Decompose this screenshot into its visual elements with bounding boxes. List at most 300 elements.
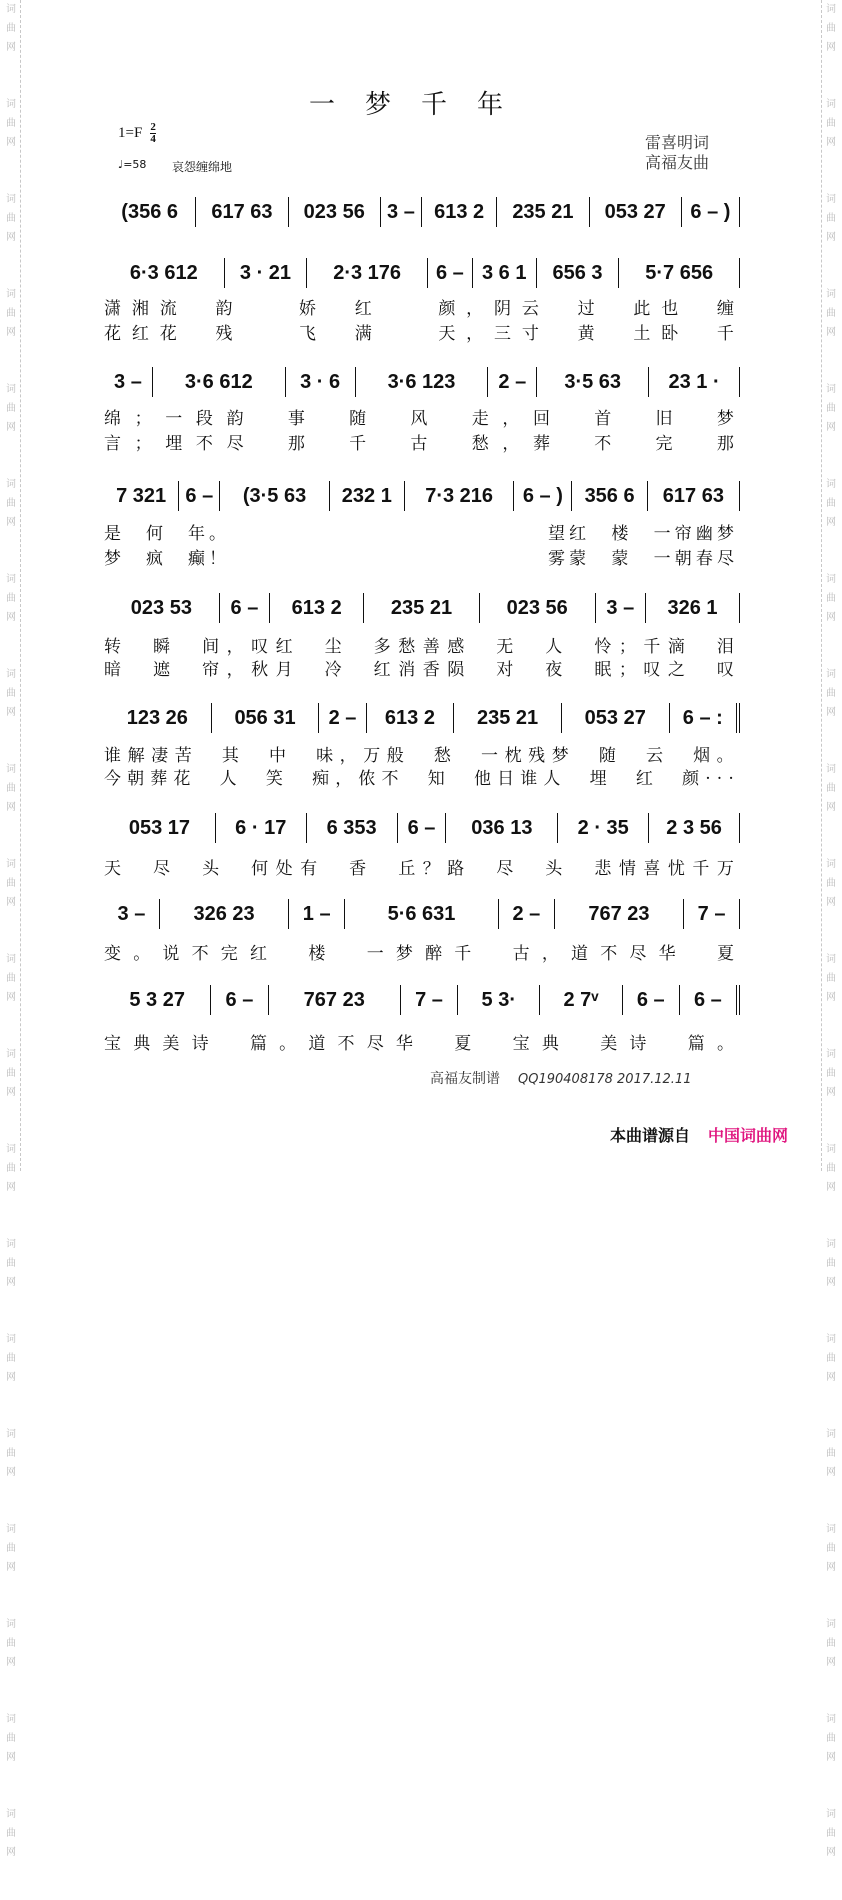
lyric-char: 花 xyxy=(104,324,121,344)
lyric-char: 烟 xyxy=(693,746,711,766)
watermark-char: 网 xyxy=(826,1752,836,1763)
lyric-char: 花 xyxy=(159,324,177,344)
watermark-char: 词 xyxy=(6,1144,16,1155)
watermark-char: 词 xyxy=(826,479,836,490)
measure: 5·7 656 xyxy=(619,258,740,288)
watermark-char: 曲 xyxy=(6,23,16,34)
lyric-char xyxy=(625,429,642,454)
watermark-char: 网 xyxy=(826,327,836,338)
lyric-char xyxy=(327,319,344,344)
lyric-char xyxy=(686,429,703,454)
watermark-char: 网 xyxy=(6,1372,16,1383)
lyric-char: 此 xyxy=(633,299,651,319)
measure: 6 – xyxy=(428,258,473,288)
lyric-char: 红 xyxy=(569,524,587,544)
lyric-char xyxy=(571,1029,588,1054)
expression-marking: 哀怨缠绵地 xyxy=(172,160,233,174)
lyric-char: 美 xyxy=(600,1034,618,1054)
measure: 2·3 176 xyxy=(307,258,428,288)
watermark-char: 曲 xyxy=(6,1068,16,1079)
lyric-char xyxy=(178,655,195,680)
watermark-char: 词 xyxy=(6,1714,16,1725)
lyric-char xyxy=(383,319,400,344)
lyric-char: 人 xyxy=(545,637,563,657)
measure: 235 21 xyxy=(454,703,562,733)
lyric-line xyxy=(104,632,734,657)
lyric-char xyxy=(178,854,195,879)
watermark-char: 网 xyxy=(6,1087,16,1098)
measure: 7 321 xyxy=(104,481,179,511)
watermark-char: 词 xyxy=(6,1429,16,1440)
lyric-char xyxy=(349,655,366,680)
watermark-char: 词 xyxy=(826,1524,836,1535)
watermark-char: 曲 xyxy=(826,308,836,319)
lyric-char: 变 xyxy=(104,944,121,964)
watermark-char: 词 xyxy=(826,1714,836,1725)
measure: 767 23 xyxy=(269,985,401,1015)
lyric-char: 古 xyxy=(512,944,530,964)
lyric-char: ， xyxy=(339,746,357,766)
measure: 235 21 xyxy=(497,197,589,227)
watermark-char: 词 xyxy=(6,764,16,775)
watermark-char: 词 xyxy=(6,1619,16,1630)
lyric-char: 娇 xyxy=(299,299,317,319)
lyric-char: 香 xyxy=(349,859,367,879)
lyric-char: 美 xyxy=(162,1034,180,1054)
lyric-char: 葬 xyxy=(150,769,168,789)
lyric-char: 解 xyxy=(127,746,145,766)
lyric-char xyxy=(670,741,687,766)
lyric-char xyxy=(570,655,587,680)
watermark-char: 词 xyxy=(6,1524,16,1535)
lyric-char: 梦 xyxy=(717,524,734,544)
lyric-line xyxy=(104,319,734,344)
lyric-char: 不 xyxy=(381,769,399,789)
lyric-char: 。 xyxy=(716,1034,734,1054)
measure: 3·6 612 xyxy=(153,367,286,397)
lyric-char: 随 xyxy=(598,746,616,766)
lyric-char: 梦 xyxy=(395,944,413,964)
measure: 1 – xyxy=(289,899,345,929)
watermark-char: 曲 xyxy=(6,1448,16,1459)
lyric-char: 随 xyxy=(349,409,367,429)
lyric-char: 不 xyxy=(337,1034,355,1054)
lyric-char: 味 xyxy=(316,746,334,766)
lyric-char: 完 xyxy=(655,434,673,454)
measure: 6 · 17 xyxy=(216,813,307,843)
lyric-char xyxy=(271,319,288,344)
lyric-char: 残 xyxy=(215,324,233,344)
lyric-char: 雾 xyxy=(548,549,565,569)
watermark-char: 曲 xyxy=(826,1353,836,1364)
lyric-char: 千 xyxy=(349,434,367,454)
lyric-char xyxy=(227,854,244,879)
watermark-char: 网 xyxy=(6,137,16,148)
lyric-char xyxy=(550,319,567,344)
watermark-char: 曲 xyxy=(6,118,16,129)
lyric-char: 头 xyxy=(545,859,563,879)
contact-date: QQ190408178 2017.12.11 xyxy=(518,1072,692,1087)
measure: 053 17 xyxy=(104,813,216,843)
watermark-char: 词 xyxy=(826,954,836,965)
watermark-char: 网 xyxy=(826,232,836,243)
lyric-char: ， xyxy=(335,769,353,789)
song-title: 一梦千年 xyxy=(308,90,533,120)
lyric-char xyxy=(686,404,703,429)
lyric-char xyxy=(300,632,317,657)
watermark-char: 曲 xyxy=(826,973,836,984)
watermark-char: 词 xyxy=(826,289,836,300)
lyric-char: 何 xyxy=(251,859,269,879)
lyric-char: . xyxy=(705,764,711,784)
watermark-char: 词 xyxy=(6,384,16,395)
lyric-line: 是 何 年。 xyxy=(104,524,230,544)
tempo-marking: ♩=58 xyxy=(118,158,147,171)
watermark-char: 网 xyxy=(826,1562,836,1573)
lyric-char xyxy=(567,764,584,789)
measure: 7·3 216 xyxy=(405,481,514,511)
lyric-char: 痴 xyxy=(312,769,330,789)
lyric-char xyxy=(188,319,205,344)
lyric-char: 万 xyxy=(716,859,734,879)
lyric-char: 花 xyxy=(173,769,191,789)
measure: 3·6 123 xyxy=(356,367,489,397)
lyric-char xyxy=(472,655,489,680)
watermark-char: 曲 xyxy=(6,1353,16,1364)
lyric-char: 愁 xyxy=(398,637,416,657)
lyric-char xyxy=(425,1029,442,1054)
watermark-char: 网 xyxy=(826,1467,836,1478)
lyric-char: 红 xyxy=(275,637,293,657)
lyric-char: ， xyxy=(502,434,520,454)
lyric-char xyxy=(564,429,581,454)
lyric-char: 转 xyxy=(104,637,121,657)
lyric-char: 千 xyxy=(454,944,472,964)
lyric-char: 悲 xyxy=(594,859,612,879)
watermark-char: 网 xyxy=(6,992,16,1003)
lyric-char xyxy=(613,764,630,789)
lyric-char xyxy=(380,429,397,454)
watermark-char: 网 xyxy=(826,1657,836,1668)
lyric-char xyxy=(472,632,489,657)
lyric-char: 秋 xyxy=(251,660,269,680)
watermark-char: 网 xyxy=(6,897,16,908)
watermark-char: 网 xyxy=(6,1847,16,1858)
lyric-char: ； xyxy=(134,434,152,454)
lyric-char xyxy=(327,294,344,319)
watermark-char: 曲 xyxy=(826,1448,836,1459)
lyric-char: 幽 xyxy=(695,524,713,544)
lyric-char: 黄 xyxy=(577,324,595,344)
lyric-char: 路 xyxy=(447,859,465,879)
lyric-char: 千 xyxy=(692,859,710,879)
lyric-char: 一 xyxy=(481,746,498,766)
lyric-char: 诗 xyxy=(191,1034,209,1054)
measure: 613 2 xyxy=(422,197,497,227)
lyric-char: 华 xyxy=(658,944,676,964)
lyric-char xyxy=(129,632,146,657)
lyric-char: 红 xyxy=(354,299,372,319)
lyric-char: 谁 xyxy=(104,746,121,766)
watermark-char: 曲 xyxy=(826,1543,836,1554)
measure: 6 – xyxy=(623,985,680,1015)
measure: 056 31 xyxy=(212,703,320,733)
lyric-char xyxy=(590,544,607,569)
lyric-char xyxy=(633,519,650,544)
lyric-char: 云 xyxy=(645,746,663,766)
lyric-char: 千 xyxy=(643,637,661,657)
lyric-char: 残 xyxy=(528,746,546,766)
watermark-char: 曲 xyxy=(6,1733,16,1744)
lyric-char xyxy=(257,404,274,429)
lyric-char: 陨 xyxy=(447,660,465,680)
measure: 053 27 xyxy=(590,197,682,227)
lyric-char xyxy=(279,939,296,964)
lyric-char: 红 xyxy=(635,769,653,789)
watermark-char: 词 xyxy=(826,669,836,680)
lyric-char: 一 xyxy=(653,549,671,569)
lyric-char: 泪 xyxy=(716,637,734,657)
measure: 5·6 631 xyxy=(345,899,499,929)
lyric-char: 道 xyxy=(571,944,588,964)
measure: 235 21 xyxy=(364,593,480,623)
watermark-char: 词 xyxy=(6,479,16,490)
lyric-char: 尽 xyxy=(496,859,514,879)
lyric-char: 多 xyxy=(373,637,391,657)
lyric-char: 寸 xyxy=(521,324,539,344)
measure: 6 – ) xyxy=(682,197,740,227)
watermark-char: 网 xyxy=(6,1752,16,1763)
measure: 656 3 xyxy=(537,258,620,288)
measure: 767 23 xyxy=(555,899,684,929)
watermark-char: 网 xyxy=(6,232,16,243)
watermark-char: 曲 xyxy=(826,593,836,604)
watermark-char: 曲 xyxy=(6,1163,16,1174)
lyric-char: 人 xyxy=(219,769,237,789)
lyric-line xyxy=(548,519,734,544)
lyric-char: 段 xyxy=(195,409,213,429)
lyric-char: 说 xyxy=(162,944,180,964)
lyric-char xyxy=(590,519,607,544)
lyric-char: 篇 xyxy=(687,1034,705,1054)
lyric-char: 华 xyxy=(395,1034,413,1054)
watermark-char: 词 xyxy=(826,1429,836,1440)
source-note xyxy=(610,1123,788,1146)
watermark-char: 曲 xyxy=(826,878,836,889)
lyric-char xyxy=(300,655,317,680)
lyric-char: 潇 xyxy=(104,299,121,319)
lyric-char xyxy=(243,764,260,789)
watermark-char: 网 xyxy=(6,327,16,338)
lyric-char xyxy=(521,854,538,879)
measure: (3·5 63 xyxy=(220,481,329,511)
watermark-char: 曲 xyxy=(826,783,836,794)
lyric-line xyxy=(104,655,734,680)
composer: 高福友曲 xyxy=(645,153,710,172)
lyric-char: 回 xyxy=(532,409,550,429)
watermark-char: 网 xyxy=(826,422,836,433)
lyric-char: ， xyxy=(466,324,484,344)
measure: 7 – xyxy=(684,899,740,929)
watermark-char: 曲 xyxy=(6,308,16,319)
measure: 617 63 xyxy=(648,481,740,511)
lyric-char xyxy=(550,294,567,319)
lyric-char: 帘 xyxy=(674,524,692,544)
lyric-char xyxy=(689,319,706,344)
lyric-char: 梦 xyxy=(551,746,569,766)
measure: 613 2 xyxy=(270,593,364,623)
score-line xyxy=(104,197,740,227)
measure: 2 3 56 xyxy=(649,813,740,843)
watermark-char: 词 xyxy=(826,574,836,585)
watermark-left xyxy=(2,0,21,1858)
watermark-char: 网 xyxy=(826,1182,836,1193)
lyric-char: ； xyxy=(618,660,636,680)
lyric-char: 丘 xyxy=(398,859,416,879)
lyric-char: 朝 xyxy=(127,769,145,789)
lyric-char xyxy=(380,404,397,429)
watermark-char: 网 xyxy=(826,1087,836,1098)
lyric-char xyxy=(521,632,538,657)
watermark-char: 网 xyxy=(826,992,836,1003)
measure: 123 26 xyxy=(104,703,212,733)
lyric-char: 篇 xyxy=(249,1034,267,1054)
lyric-char: 处 xyxy=(275,859,293,879)
lyric-line xyxy=(104,854,734,879)
lyric-char: 怜 xyxy=(594,637,612,657)
lyric-char xyxy=(457,741,474,766)
lyric-char: 红 xyxy=(249,944,267,964)
watermark-char: 曲 xyxy=(826,403,836,414)
lyric-char: 朝 xyxy=(674,549,692,569)
measure: 356 6 xyxy=(572,481,647,511)
watermark-char: 网 xyxy=(826,1847,836,1858)
watermark-char: 词 xyxy=(6,1334,16,1345)
measure: 6·3 612 xyxy=(104,258,225,288)
lyric-char: 香 xyxy=(422,660,440,680)
lyric-char xyxy=(659,764,676,789)
lyric-char: 春 xyxy=(695,549,713,569)
time-numerator: 2 xyxy=(150,121,156,133)
lyric-char: 韵 xyxy=(215,299,233,319)
lyric-char xyxy=(625,404,642,429)
source-label: 本曲谱源自 xyxy=(610,1126,691,1145)
measure: 7 – xyxy=(401,985,458,1015)
lyric-char xyxy=(129,854,146,879)
score-line xyxy=(104,813,740,843)
score-line xyxy=(104,481,740,511)
lyric-char: 一 xyxy=(165,409,183,429)
lyric-char: 之 xyxy=(667,660,685,680)
lyric-char: 叹 xyxy=(251,637,269,657)
watermark-char: 网 xyxy=(6,1562,16,1573)
watermark-char: 曲 xyxy=(826,1068,836,1079)
lyric-char: 埋 xyxy=(165,434,183,454)
watermark-char: 曲 xyxy=(826,1828,836,1839)
lyric-char: 望 xyxy=(548,524,565,544)
lyric-char: 古 xyxy=(410,434,428,454)
lyric-char xyxy=(605,319,622,344)
watermark-char: 曲 xyxy=(826,213,836,224)
measure: 326 23 xyxy=(160,899,289,929)
lyric-char xyxy=(374,854,391,879)
time-denominator: 4 xyxy=(150,133,156,145)
lyric-char xyxy=(383,294,400,319)
credits xyxy=(645,133,709,173)
lyric-char: 绵 xyxy=(104,409,121,429)
lyric-char: 不 xyxy=(191,944,209,964)
lyric-char: 夜 xyxy=(545,660,563,680)
watermark-char: 词 xyxy=(6,1809,16,1820)
source-site: 中国词曲网 xyxy=(708,1126,789,1145)
lyric-char: 典 xyxy=(541,1034,559,1054)
measure: 2 7ᵛ xyxy=(540,985,622,1015)
lyric-char: 尽 xyxy=(153,859,171,879)
measure: 617 63 xyxy=(196,197,288,227)
watermark-char: 曲 xyxy=(6,1828,16,1839)
lyric-char: 完 xyxy=(220,944,238,964)
lyric-char: 尽 xyxy=(226,434,244,454)
watermark-char: 曲 xyxy=(6,593,16,604)
measure: 3 · 21 xyxy=(225,258,308,288)
score-line xyxy=(104,899,740,929)
lyric-char: . xyxy=(728,764,734,784)
lyric-char xyxy=(349,632,366,657)
lyric-char xyxy=(570,854,587,879)
lyric-char: 天 xyxy=(438,324,456,344)
lyric-char: 暗 xyxy=(104,660,121,680)
lyric-char: 万 xyxy=(363,746,381,766)
watermark-char: 网 xyxy=(826,517,836,528)
lyric-char xyxy=(564,404,581,429)
lyric-char xyxy=(129,655,146,680)
measure: 053 27 xyxy=(562,703,670,733)
measure: 613 2 xyxy=(367,703,455,733)
measure: 023 53 xyxy=(104,593,220,623)
lyric-char xyxy=(689,294,706,319)
measure: 036 13 xyxy=(446,813,558,843)
watermark-char: 曲 xyxy=(6,878,16,889)
lyric-char: 旧 xyxy=(655,409,673,429)
lyric-line xyxy=(104,429,734,454)
watermark-char: 词 xyxy=(826,764,836,775)
lyric-char: 言 xyxy=(104,434,121,454)
lyric-char: 一 xyxy=(653,524,671,544)
measure: 6 – xyxy=(220,593,270,623)
lyric-char xyxy=(178,632,195,657)
lyric-char: 善 xyxy=(422,637,440,657)
lyric-char: 颜 xyxy=(682,769,700,789)
lyric-char xyxy=(289,764,306,789)
lyric-char: 蒙 xyxy=(569,549,587,569)
lyric-char: 今 xyxy=(104,769,121,789)
watermark-char: 词 xyxy=(826,99,836,110)
watermark-char: 网 xyxy=(6,612,16,623)
lyric-char: 中 xyxy=(268,746,286,766)
measure: 232 1 xyxy=(330,481,405,511)
lyric-char: 消 xyxy=(398,660,416,680)
lyric-char xyxy=(441,404,458,429)
lyric-char xyxy=(521,655,538,680)
lyric-char: 凄 xyxy=(151,746,169,766)
lyric-char: 般 xyxy=(386,746,404,766)
watermark-char: 网 xyxy=(6,1467,16,1478)
lyric-char xyxy=(257,429,274,454)
watermark-char: 曲 xyxy=(826,1638,836,1649)
lyric-line xyxy=(104,741,734,766)
watermark-char: 曲 xyxy=(6,1258,16,1269)
watermark-char: 网 xyxy=(826,897,836,908)
